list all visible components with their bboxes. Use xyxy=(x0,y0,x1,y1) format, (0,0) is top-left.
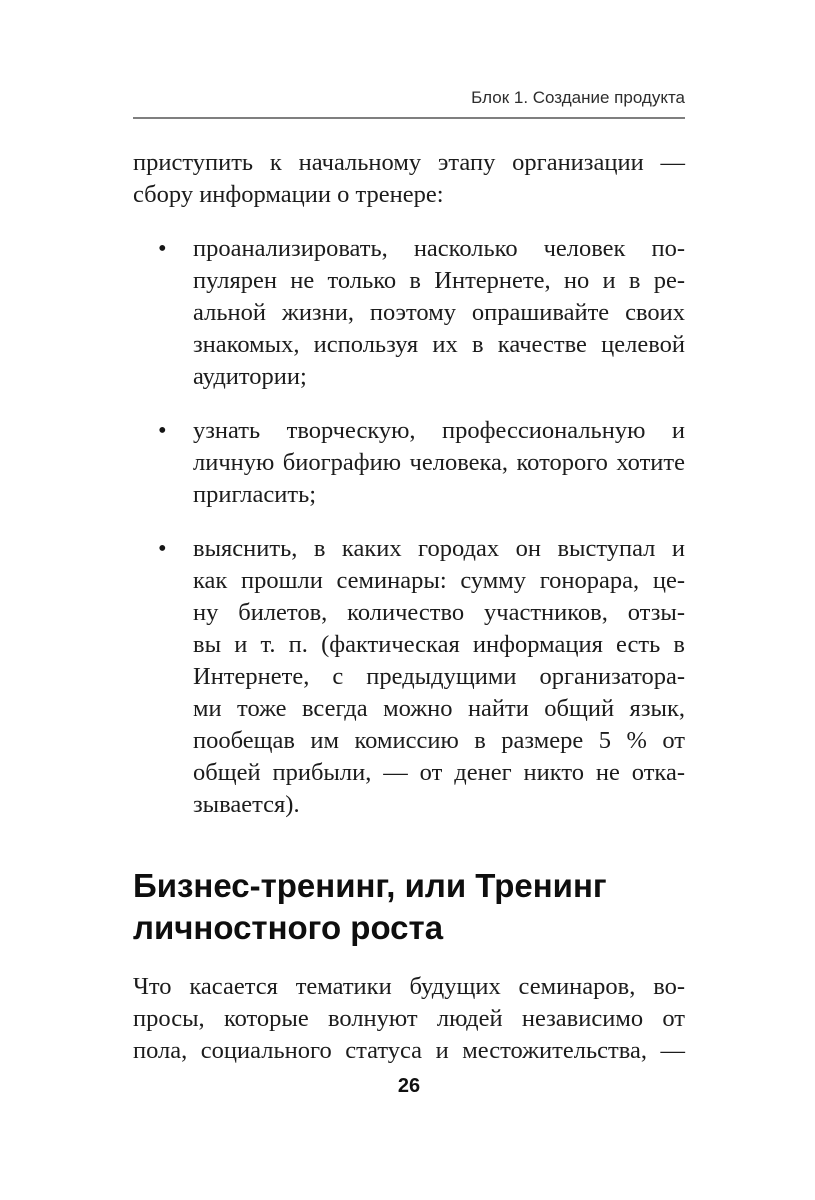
text-line: пообещав им комиссию в размере 5 % от xyxy=(193,727,685,754)
text-line: пулярен не только в Интернете, но и в ре- xyxy=(193,267,685,294)
text-line: общей прибыли, — от денег никто не отка- xyxy=(193,759,685,786)
outro-paragraph xyxy=(133,971,685,1067)
text-line: знакомых, используя их в качестве целевой xyxy=(193,331,685,358)
running-header-text: Блок 1. Создание продукта xyxy=(471,88,685,107)
text-line: Интернете, с предыдущими организатора- xyxy=(193,663,685,690)
text-line: узнать творческую, профессиональную и xyxy=(193,417,685,444)
header-rule xyxy=(133,117,685,119)
bullet-icon: • xyxy=(158,417,167,444)
bullet-list xyxy=(133,233,685,821)
section-heading xyxy=(133,865,685,949)
bullet-icon: • xyxy=(158,535,167,562)
text-line: пригласить; xyxy=(193,481,317,508)
text-line: приступить к начальному этапу организации — xyxy=(133,149,685,176)
text-line: просы, которые волнуют людей независимо от xyxy=(133,1005,685,1032)
text-line: зывается). xyxy=(193,791,300,818)
text-line: проанализировать, насколько человек по- xyxy=(193,235,685,262)
text-line: ну билетов, количество участников, отзы- xyxy=(193,599,685,626)
list-item xyxy=(133,233,685,393)
text-line: вы и т. п. (фактическая информация есть в xyxy=(193,631,685,658)
page-number: 26 xyxy=(397,1075,421,1097)
heading-line: личностного роста xyxy=(133,909,444,946)
text-line: Что касается тематики будущих семинаров, во- xyxy=(133,973,685,1000)
heading-line: Бизнес-тренинг, или Тренинг xyxy=(133,867,607,904)
page-body xyxy=(133,147,685,1067)
text-line: аудитории; xyxy=(193,363,307,390)
intro-paragraph xyxy=(133,147,685,211)
text-line: выяснить, в каких городах он выступал и xyxy=(193,535,685,562)
text-line: альной жизни, поэтому опрашивайте своих xyxy=(193,299,685,326)
bullet-icon: • xyxy=(158,235,167,262)
text-line: личную биографию человека, которого хотите xyxy=(193,449,685,476)
text-line: ми тоже всегда можно найти общий язык, xyxy=(193,695,685,722)
list-item xyxy=(133,533,685,821)
list-item xyxy=(133,415,685,511)
text-line: как прошли семинары: сумму гонорара, це- xyxy=(193,567,685,594)
text-line: пола, социального статуса и местожительства, — xyxy=(133,1037,685,1064)
page-footer xyxy=(133,1074,685,1098)
running-header xyxy=(133,88,685,117)
text-line: сбору информации о тренере: xyxy=(133,181,444,208)
